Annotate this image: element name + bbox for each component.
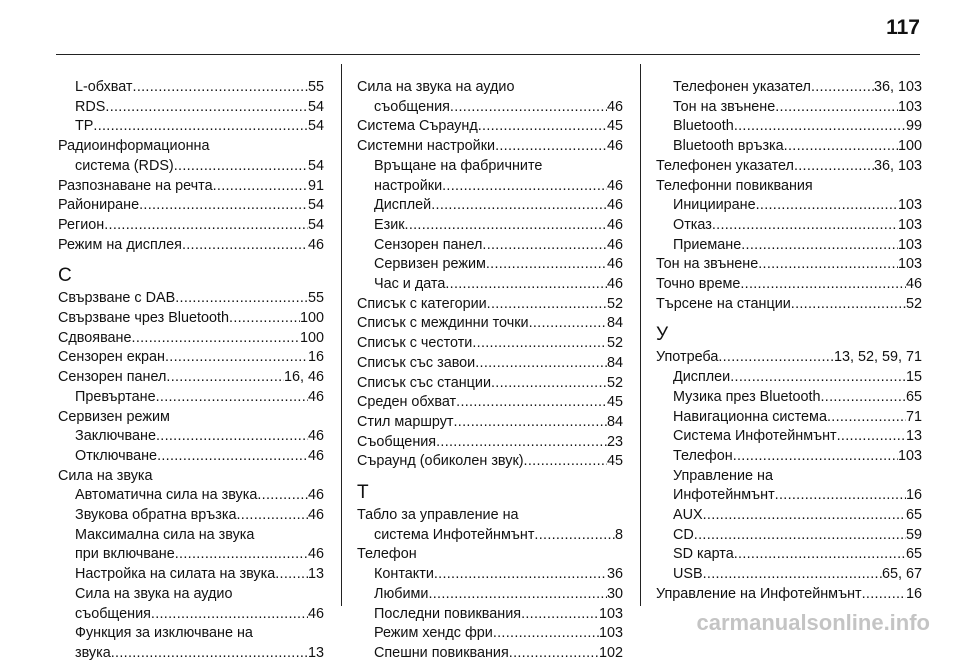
- index-entry-label: Търсене на станции: [656, 295, 791, 312]
- index-entry-label: L-обхват: [75, 79, 133, 95]
- index-entry: [656, 216, 922, 236]
- index-entry: [656, 368, 922, 388]
- index-entry: [357, 585, 623, 605]
- index-entry-label: TP: [75, 118, 94, 135]
- index-entry-text: Табло за управление на: [357, 507, 519, 524]
- dot-leader: [758, 255, 898, 275]
- page-reference: 36: [606, 566, 623, 583]
- index-entry: [357, 354, 623, 374]
- index-entry-label: система Инфотейнмънт: [374, 526, 535, 543]
- page-reference: 52: [606, 374, 623, 391]
- index-letter-heading: У: [656, 324, 669, 346]
- index-entry: [656, 275, 922, 295]
- index-letter-heading: Т: [357, 482, 369, 504]
- watermark: carmanualsonline.info: [696, 610, 930, 635]
- dot-leader: [475, 354, 607, 374]
- page-reference: 52: [606, 335, 623, 352]
- index-entry-label: Списък с междинни точки: [357, 315, 529, 332]
- index-entry-label: Последни повиквания: [374, 605, 522, 622]
- index-entry: [58, 289, 324, 309]
- dot-leader: [756, 196, 898, 216]
- index-entry: [357, 196, 623, 216]
- index-entry: [58, 348, 324, 368]
- index-entry-label: Музика през Bluetooth: [673, 388, 821, 405]
- index-entry: [357, 413, 623, 433]
- index-entry-label: Bluetooth: [673, 118, 734, 135]
- index-entry-label: звука: [75, 644, 111, 661]
- dot-leader: [104, 216, 308, 236]
- dot-leader: [166, 368, 284, 388]
- page-reference: 54: [307, 98, 324, 115]
- page-reference: 84: [606, 413, 623, 430]
- dot-leader: [175, 289, 308, 309]
- index-entry: [357, 334, 623, 354]
- dot-leader: [487, 295, 607, 315]
- dot-leader: [405, 216, 607, 236]
- index-entry-text: Връщане на фабричните: [374, 157, 543, 174]
- page-reference: 46: [307, 605, 324, 622]
- dot-leader: [741, 236, 898, 256]
- index-entry: [656, 137, 922, 157]
- page-reference: 52: [606, 295, 623, 312]
- index-entry: [656, 295, 922, 315]
- index-entry-label: Списък с честоти: [357, 335, 473, 352]
- page-reference: 15: [905, 369, 922, 386]
- index-entry: [58, 486, 324, 506]
- dot-leader: [740, 275, 906, 295]
- dot-leader: [827, 408, 906, 428]
- index-entry-label: Звукова обратна връзка: [75, 507, 237, 524]
- index-entry-label: Списък с категории: [357, 295, 487, 312]
- index-entry-label: Контакти: [374, 566, 434, 583]
- dot-leader: [139, 196, 308, 216]
- index-entry-label: Час и дата: [374, 276, 446, 293]
- index-entry: [357, 433, 623, 453]
- index-entry-label: Сензорен панел: [374, 236, 483, 253]
- index-entry: [58, 506, 324, 526]
- index-entry-label: Отключване: [75, 447, 158, 464]
- dot-leader: [175, 545, 308, 565]
- page-reference: 46: [606, 138, 623, 155]
- page-reference: 16, 46: [283, 369, 324, 386]
- index-entry-text: Сила на звука на аудио: [357, 79, 515, 95]
- index-entry: [58, 368, 324, 388]
- page-reference: 45: [606, 394, 623, 411]
- page-reference: 36, 103: [873, 157, 922, 174]
- dot-leader: [482, 236, 607, 256]
- index-entry: [58, 196, 324, 216]
- dot-leader: [784, 137, 898, 157]
- index-entry: [357, 644, 623, 664]
- index-entry-label: Тон на звънене: [673, 98, 776, 115]
- index-entry: [656, 427, 922, 447]
- page-reference: 103: [897, 216, 922, 233]
- index-entry-label: Телефонен указател: [673, 79, 811, 95]
- page-reference: 13: [905, 428, 922, 445]
- index-entry-label: Свързване чрез Bluetooth: [58, 310, 230, 327]
- page-reference: 103: [897, 98, 922, 115]
- index-entry-label: USB: [673, 566, 703, 583]
- dot-leader: [93, 117, 308, 137]
- dot-leader: [105, 98, 308, 118]
- index-entry-label: Стил маршрут: [357, 413, 454, 430]
- index-entry: [656, 447, 922, 467]
- index-entry-label: съобщения: [75, 605, 151, 622]
- column-divider: [341, 64, 342, 606]
- dot-leader: [529, 314, 607, 334]
- page-reference: 54: [307, 197, 324, 214]
- dot-leader: [275, 565, 308, 585]
- page-reference: 46: [307, 236, 324, 253]
- dot-leader: [524, 452, 607, 472]
- index-entry: [656, 388, 922, 408]
- index-entry: [656, 98, 922, 118]
- page-reference: 54: [307, 118, 324, 135]
- index-entry-label: Иницииране: [673, 197, 756, 214]
- page-reference: 54: [307, 216, 324, 233]
- dot-leader: [133, 78, 308, 98]
- index-entry: [357, 117, 623, 137]
- index-entry-label: Свързване с DAB: [58, 290, 176, 307]
- index-entry: [656, 255, 922, 275]
- page-reference: 65, 67: [881, 566, 922, 583]
- index-entry: [58, 98, 324, 118]
- page-reference: 100: [897, 138, 922, 155]
- index-entry-text: Сила на звука: [58, 467, 153, 484]
- index-entry-label: Сервизен режим: [374, 256, 486, 273]
- dot-leader: [521, 605, 599, 625]
- index-entry-text: Управление на: [673, 467, 773, 484]
- dot-leader: [434, 565, 607, 585]
- index-entry: [357, 374, 623, 394]
- dot-leader: [237, 506, 308, 526]
- dot-leader: [862, 585, 906, 605]
- index-entry: [656, 486, 922, 506]
- dot-leader: [478, 117, 607, 137]
- dot-leader: [156, 427, 308, 447]
- column-divider: [640, 64, 641, 606]
- index-entry: [656, 117, 922, 137]
- index-entry: [58, 605, 324, 625]
- index-entry-label: Регион: [58, 216, 105, 233]
- index-entry-label: AUX: [673, 507, 703, 524]
- dot-leader: [718, 348, 834, 368]
- dot-leader: [811, 78, 874, 98]
- index-entry-label: SD карта: [673, 546, 734, 563]
- dot-leader: [436, 433, 607, 453]
- index-entry: [357, 98, 623, 118]
- index-entry-label: Система Съраунд: [357, 118, 478, 135]
- page-reference: 100: [299, 329, 324, 346]
- index-entry-label: Bluetooth връзка: [673, 138, 784, 155]
- index-entry: [58, 309, 324, 329]
- page-reference: 52: [905, 295, 922, 312]
- index-letter-heading: С: [58, 265, 72, 287]
- index-entry-label: Списък със станции: [357, 374, 491, 391]
- index-entry: [357, 275, 623, 295]
- index-entry-label: при включване: [75, 546, 175, 563]
- index-entry: [357, 295, 623, 315]
- dot-leader: [694, 526, 906, 546]
- page-reference: 46: [606, 216, 623, 233]
- dot-leader: [712, 216, 898, 236]
- page-reference: 65: [905, 507, 922, 524]
- page-reference: 45: [606, 118, 623, 135]
- index-entry-text: Сервизен режим: [58, 408, 170, 425]
- index-entry-label: Приемане: [673, 236, 742, 253]
- index-entry: [656, 348, 922, 368]
- index-entry: [656, 585, 922, 605]
- index-entry-text: Телефон: [357, 546, 417, 563]
- index-column-2: [357, 78, 623, 664]
- page-reference: 46: [606, 236, 623, 253]
- page-reference: 16: [905, 487, 922, 504]
- index-entry-label: Любими: [374, 585, 429, 602]
- index-entry: [656, 157, 922, 177]
- dot-leader: [734, 117, 906, 137]
- page-reference: 55: [307, 290, 324, 307]
- index-entry: [58, 157, 324, 177]
- dot-leader: [132, 329, 300, 349]
- index-entry-text: Максимална сила на звука: [75, 526, 255, 543]
- index-entry-label: Списък със завои: [357, 354, 476, 371]
- page-reference: 23: [606, 433, 623, 450]
- dot-leader: [428, 585, 607, 605]
- index-entry-label: Разпознаване на речта: [58, 177, 213, 194]
- index-entry: [58, 117, 324, 137]
- page-reference: 46: [905, 276, 922, 293]
- dot-leader: [775, 98, 898, 118]
- index-entry: [656, 408, 922, 428]
- dot-leader: [791, 295, 906, 315]
- index-entry-label: Точно време: [656, 276, 741, 293]
- index-entry: [656, 236, 922, 256]
- index-column-3: [656, 78, 922, 605]
- page-reference: 16: [905, 585, 922, 602]
- page-reference: 103: [897, 447, 922, 464]
- index-column-1: [58, 78, 324, 664]
- dot-leader: [491, 374, 607, 394]
- index-entry: [357, 236, 623, 256]
- dot-leader: [151, 605, 308, 625]
- dot-leader: [445, 275, 607, 295]
- index-entry-label: Системни настройки: [357, 138, 496, 155]
- page-reference: 30: [606, 585, 623, 602]
- dot-leader: [174, 157, 308, 177]
- page-reference: 103: [897, 197, 922, 214]
- index-entry-label: Съобщения: [357, 433, 437, 450]
- page-reference: 36, 103: [873, 79, 922, 95]
- page-number: 117: [886, 16, 920, 39]
- index-entry-label: Заключване: [75, 428, 156, 445]
- index-entry-label: Режим на дисплея: [58, 236, 182, 253]
- index-entry-label: Спешни повиквания: [374, 644, 509, 661]
- page-reference: 46: [307, 487, 324, 504]
- index-entry-label: Система Инфотейнмънт: [673, 428, 837, 445]
- dot-leader: [493, 624, 599, 644]
- page-reference: 46: [606, 256, 623, 273]
- page-reference: 91: [307, 177, 324, 194]
- index-entry: [656, 545, 922, 565]
- index-entry-label: Сензорен панел: [58, 369, 167, 386]
- page-reference: 65: [905, 388, 922, 405]
- page-reference: 103: [897, 236, 922, 253]
- dot-leader: [156, 388, 308, 408]
- index-entry: [357, 624, 623, 644]
- index-entry: [58, 236, 324, 256]
- page-reference: 46: [606, 98, 623, 115]
- index-entry: [656, 78, 922, 98]
- dot-leader: [794, 157, 874, 177]
- index-entry: [58, 447, 324, 467]
- index-entry: [58, 216, 324, 236]
- index-entry-label: Тон на звънене: [656, 256, 759, 273]
- index-entry-label: Съраунд (обиколен звук): [357, 453, 524, 470]
- index-entry: [58, 545, 324, 565]
- dot-leader: [820, 388, 906, 408]
- dot-leader: [213, 177, 308, 197]
- index-entry-label: Инфотейнмънт: [673, 487, 775, 504]
- dot-leader: [182, 236, 308, 256]
- page-reference: 16: [307, 349, 324, 366]
- index-entry: [656, 506, 922, 526]
- index-entry-label: Навигационна система: [673, 408, 827, 425]
- index-entry-label: Телефон: [673, 447, 733, 464]
- page-reference: 46: [307, 388, 324, 405]
- dot-leader: [431, 196, 607, 216]
- dot-leader: [257, 486, 308, 506]
- index-entry-label: Сдвояване: [58, 329, 132, 346]
- index-entry: [58, 177, 324, 197]
- index-entry: [58, 644, 324, 664]
- page-reference: 103: [598, 605, 623, 622]
- index-entry: [357, 452, 623, 472]
- index-entry-text: Функция за изключване на: [75, 625, 253, 642]
- index-entry: [357, 177, 623, 197]
- index-entry-label: настройки: [374, 177, 443, 194]
- index-entry: [357, 137, 623, 157]
- index-entry-text: Радиоинформационна: [58, 138, 210, 155]
- index-entry: [357, 393, 623, 413]
- index-entry: [656, 526, 922, 546]
- dot-leader: [111, 644, 308, 664]
- dot-leader: [165, 348, 308, 368]
- index-entry-label: Телефонен указател: [656, 157, 794, 174]
- index-entry: [357, 605, 623, 625]
- index-entry: [58, 388, 324, 408]
- index-entry: [357, 565, 623, 585]
- page-reference: 59: [905, 526, 922, 543]
- page-reference: 46: [307, 546, 324, 563]
- dot-leader: [472, 334, 607, 354]
- index-entry: [656, 565, 922, 585]
- index-entry: [357, 216, 623, 236]
- index-entry-label: Употреба: [656, 349, 719, 366]
- dot-leader: [509, 644, 599, 664]
- index-entry: [58, 78, 324, 98]
- page-reference: 84: [606, 354, 623, 371]
- page-reference: 13, 52, 59, 71: [833, 349, 922, 366]
- dot-leader: [775, 486, 906, 506]
- index-entry-label: Среден обхват: [357, 394, 457, 411]
- index-entry: [357, 314, 623, 334]
- index-entry: [58, 427, 324, 447]
- dot-leader: [837, 427, 906, 447]
- index-entry-label: RDS: [75, 98, 106, 115]
- dot-leader: [703, 565, 882, 585]
- page-reference: 102: [598, 644, 623, 661]
- index-entry-label: система (RDS): [75, 157, 174, 174]
- index-entry: [58, 565, 324, 585]
- index-entry-label: Райониране: [58, 197, 140, 214]
- index-entry-label: Дисплей: [374, 197, 432, 214]
- page-reference: 46: [606, 276, 623, 293]
- index-entry: [656, 196, 922, 216]
- index-entry-label: Език: [374, 216, 405, 233]
- index-entry-label: Дисплеи: [673, 369, 731, 386]
- dot-leader: [157, 447, 308, 467]
- dot-leader: [734, 545, 906, 565]
- dot-leader: [454, 413, 607, 433]
- index-entry-text: Сила на звука на аудио: [75, 585, 233, 602]
- index-entry-label: Автоматична сила на звука: [75, 487, 258, 504]
- dot-leader: [229, 309, 300, 329]
- dot-leader: [442, 177, 607, 197]
- index-entry-label: съобщения: [374, 98, 450, 115]
- index-entry-label: Превъртане: [75, 388, 156, 405]
- page-reference: 46: [307, 447, 324, 464]
- dot-leader: [733, 447, 898, 467]
- page-reference: 46: [606, 197, 623, 214]
- page-reference: 55: [307, 79, 324, 95]
- index-entry-label: Режим хендс фри: [374, 625, 493, 642]
- page-reference: 8: [614, 526, 623, 543]
- index-entry-label: Управление на Инфотейнмънт: [656, 585, 862, 602]
- dot-leader: [495, 137, 607, 157]
- page-reference: 45: [606, 453, 623, 470]
- page-reference: 84: [606, 315, 623, 332]
- dot-leader: [703, 506, 906, 526]
- page-reference: 46: [606, 177, 623, 194]
- page-reference: 46: [307, 507, 324, 524]
- dot-leader: [534, 526, 615, 546]
- page-reference: 13: [307, 566, 324, 583]
- index-entry: [58, 329, 324, 349]
- page-reference: 99: [905, 118, 922, 135]
- page-reference: 54: [307, 157, 324, 174]
- dot-leader: [730, 368, 906, 388]
- page-reference: 71: [905, 408, 922, 425]
- index-entry: [357, 255, 623, 275]
- dot-leader: [450, 98, 607, 118]
- index-entry-label: Сензорен екран: [58, 349, 165, 366]
- top-rule: [56, 54, 920, 55]
- page-reference: 46: [307, 428, 324, 445]
- page-reference: 13: [307, 644, 324, 661]
- index-entry: [357, 526, 623, 546]
- dot-leader: [486, 255, 607, 275]
- index-entry-label: Отказ: [673, 216, 712, 233]
- dot-leader: [456, 393, 607, 413]
- page-reference: 65: [905, 546, 922, 563]
- index-entry-label: Настройка на силата на звука: [75, 566, 276, 583]
- page-reference: 103: [897, 256, 922, 273]
- page-reference: 100: [299, 310, 324, 327]
- page-reference: 103: [598, 625, 623, 642]
- index-entry-text: Телефонни повиквания: [656, 177, 813, 194]
- index-entry-label: CD: [673, 526, 694, 543]
